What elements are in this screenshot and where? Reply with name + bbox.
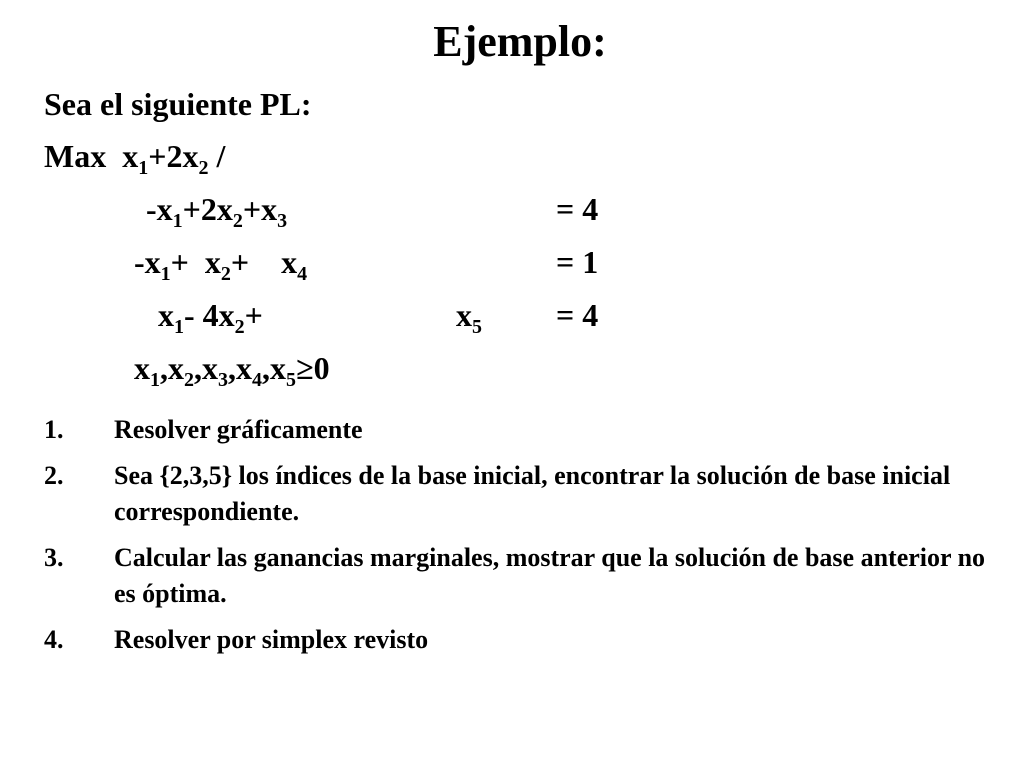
nonneg-term: x: [134, 350, 150, 386]
constraint-lhs: [158, 295, 263, 338]
constraint-term: +: [244, 297, 263, 333]
objective-var: x: [122, 138, 139, 174]
intro-text: Sea el siguiente PL:: [44, 86, 312, 122]
nonneg-term: ,x: [160, 350, 184, 386]
list-text: Resolver por simplex revisto: [114, 625, 429, 654]
objective-sub: 1: [138, 157, 149, 179]
constraint-sub: 5: [472, 316, 482, 338]
nonneg-term: ,x: [228, 350, 252, 386]
constraint-sub: 1: [174, 316, 184, 338]
constraint-sub: 2: [234, 316, 245, 338]
constraint-lhs: [146, 189, 288, 232]
list-item: [44, 458, 994, 530]
constraint-term: + x: [170, 244, 221, 280]
list-number: 1.: [44, 415, 64, 444]
nonneg-tail: ≥0: [296, 350, 330, 386]
task-list: [44, 412, 994, 668]
slide-title: Ejemplo:: [433, 17, 607, 66]
nonneg-term: ,x: [262, 350, 286, 386]
constraint-term: -x: [134, 244, 161, 280]
constraint-sub: 1: [160, 263, 171, 285]
constraint-term: + x: [230, 244, 298, 280]
nonneg-sub: 1: [150, 369, 160, 391]
list-text: Calcular las ganancias marginales, mostrar que la solución de base anterior no es óptima.: [114, 543, 986, 608]
list-number: 2.: [44, 461, 64, 490]
list-text: Resolver gráficamente: [114, 415, 363, 444]
constraint-term: +2x: [182, 191, 233, 227]
objective-tail: /: [208, 138, 226, 174]
nonneg-sub: 5: [286, 369, 296, 391]
objective-sub: 2: [198, 157, 209, 179]
nonneg-term: ,x: [194, 350, 218, 386]
list-item: [44, 622, 994, 658]
constraint-sub: 2: [232, 210, 243, 232]
constraint-rhs: = 1: [556, 244, 599, 280]
list-text: Sea {2,3,5} los índices de la base inicial, encontrar la solución de base inicial correspondiente.: [114, 461, 951, 526]
objective-label: Max: [44, 138, 107, 174]
slack-variable: [456, 295, 482, 338]
constraint-term: x: [158, 297, 174, 333]
nonneg-sub: 3: [218, 369, 228, 391]
constraint-sub: 4: [297, 263, 308, 285]
nonnegativity-constraint: [134, 348, 330, 391]
constraint-sub: 3: [277, 210, 288, 232]
constraint-rhs: = 4: [556, 191, 599, 227]
nonneg-sub: 2: [184, 369, 194, 391]
constraint-sub: 1: [172, 210, 183, 232]
list-item: [44, 412, 994, 448]
constraint-sub: 2: [220, 263, 231, 285]
constraint-term: - 4x: [184, 297, 235, 333]
constraint-term: +x: [242, 191, 278, 227]
list-number: 4.: [44, 625, 64, 654]
objective-function: [44, 136, 226, 179]
constraint-term: x: [456, 297, 472, 333]
objective-term: +2x: [148, 138, 199, 174]
constraint-rhs: = 4: [556, 297, 599, 333]
nonneg-sub: 4: [252, 369, 262, 391]
constraint-term: -x: [146, 191, 173, 227]
constraint-lhs: [134, 242, 308, 285]
list-number: 3.: [44, 543, 64, 572]
list-item: [44, 540, 994, 612]
